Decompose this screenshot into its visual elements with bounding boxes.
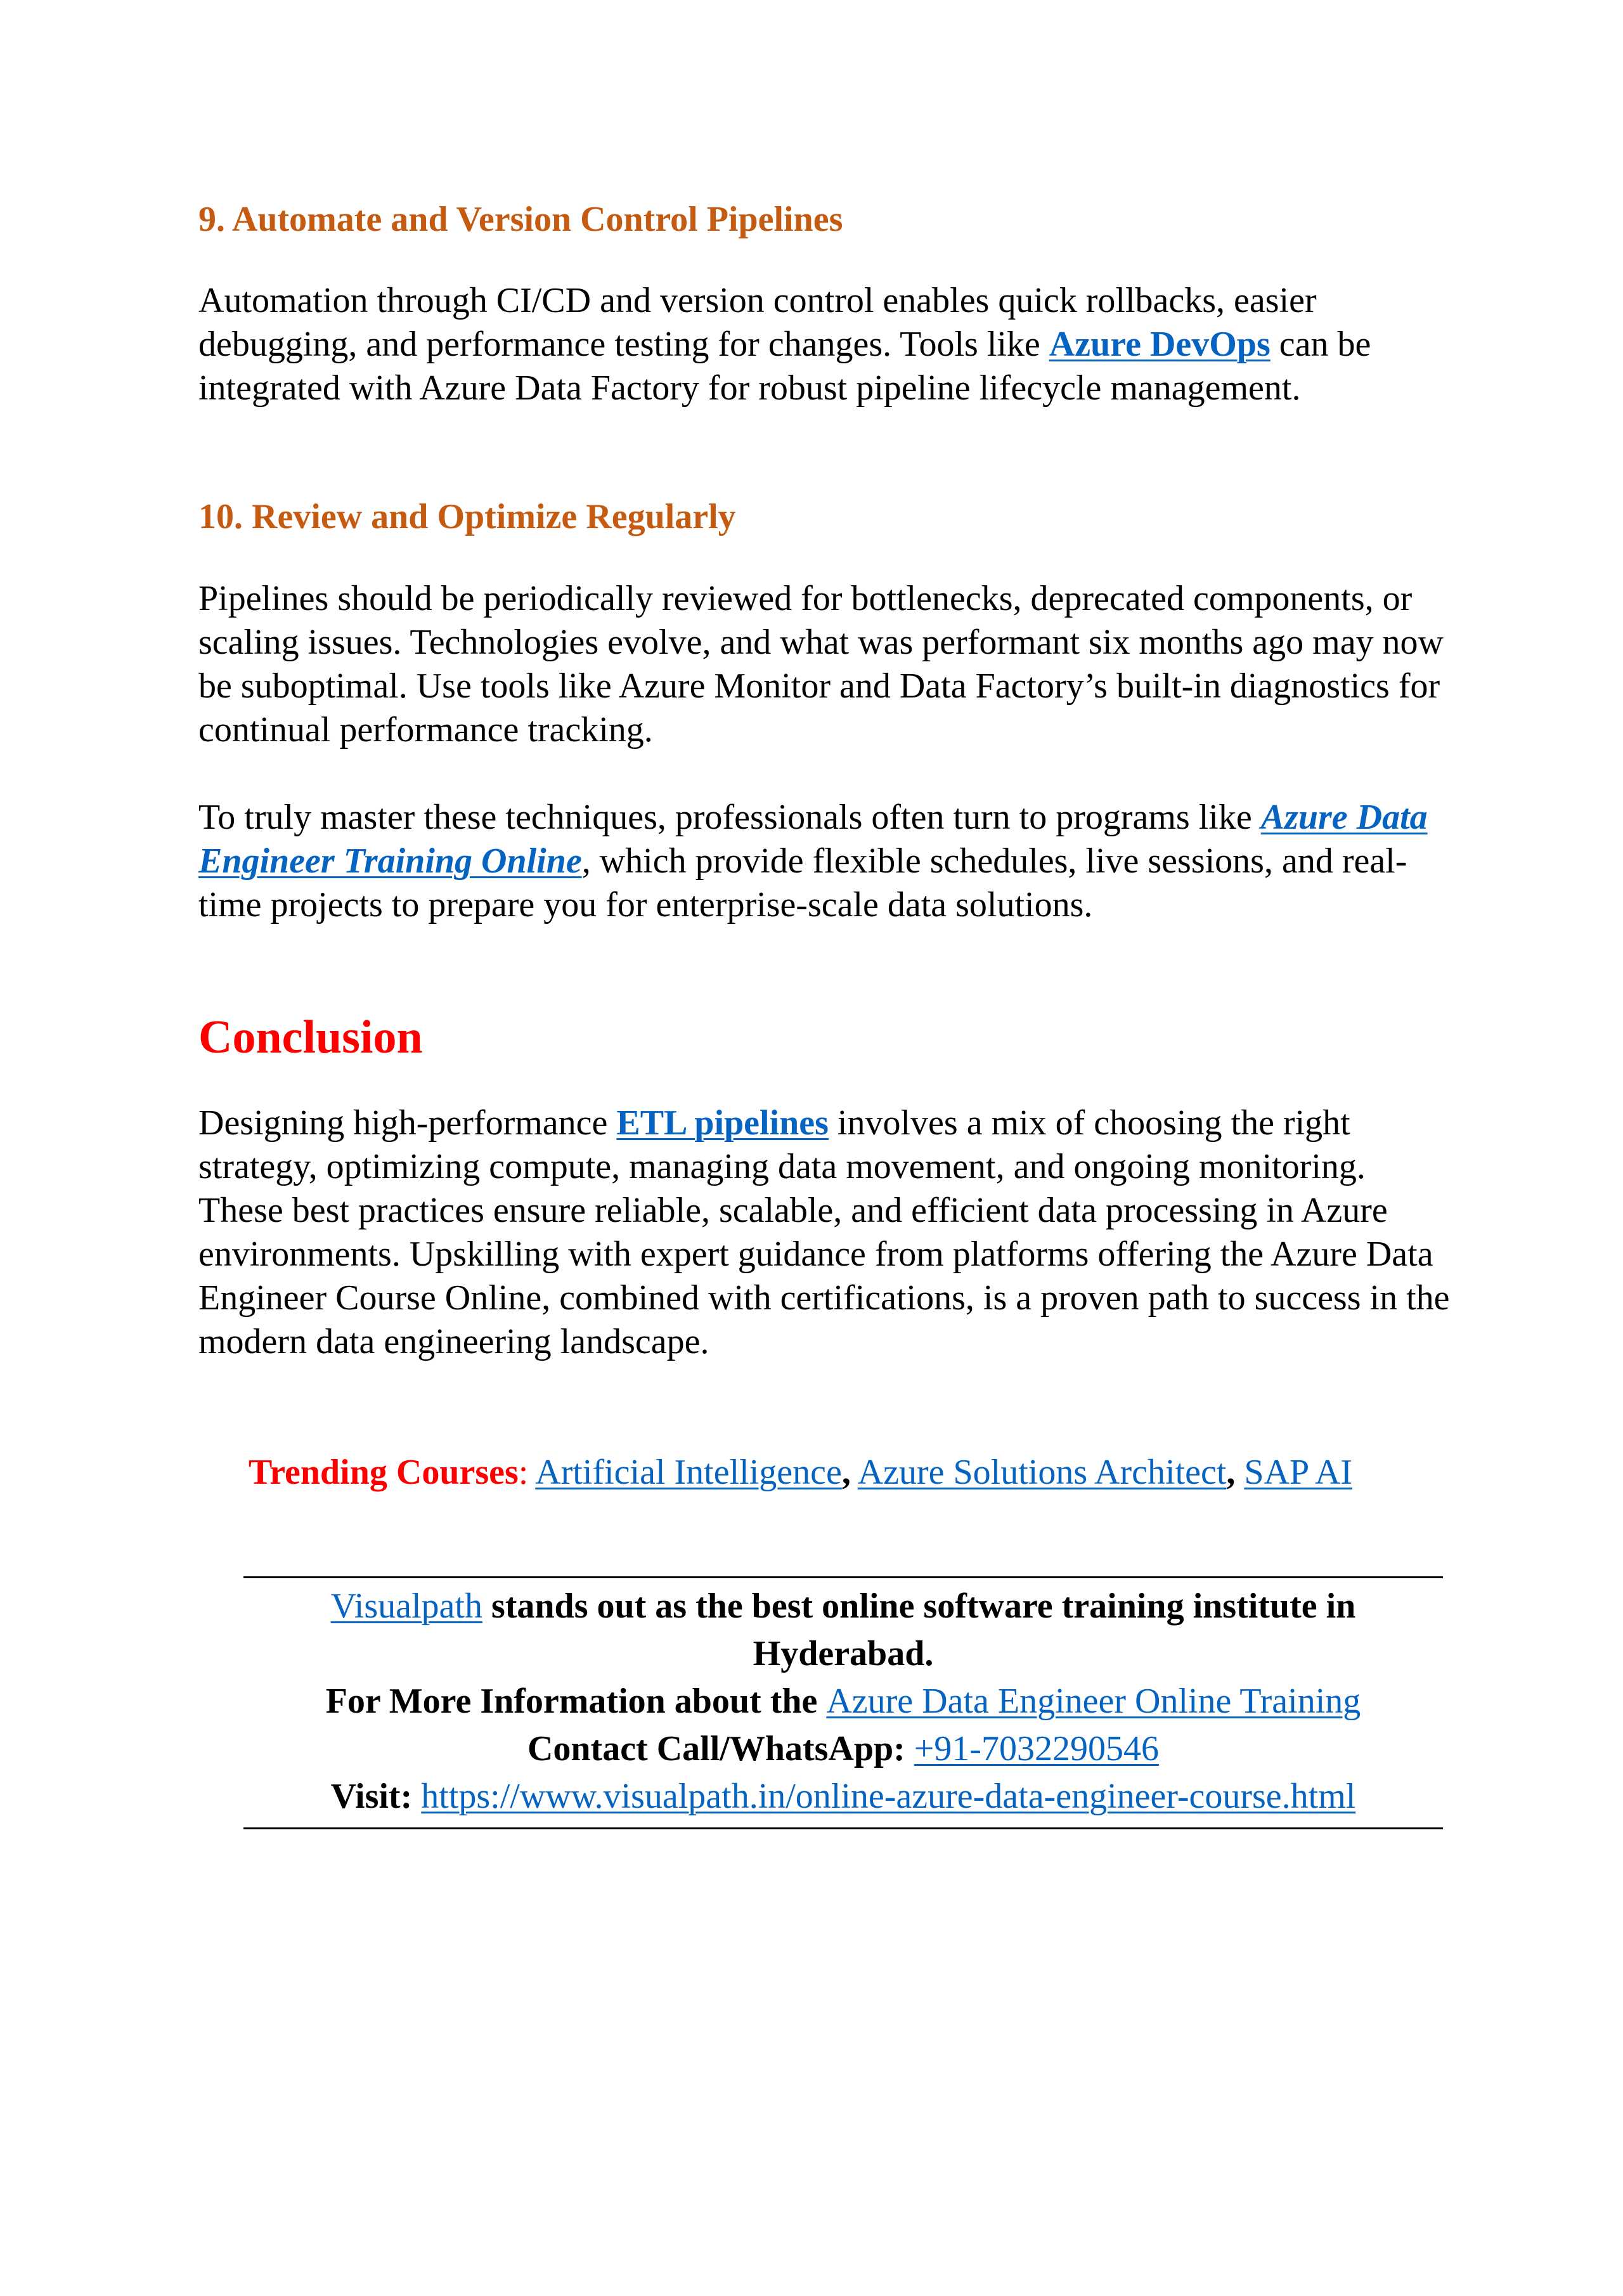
trending-label: Trending Courses xyxy=(249,1453,519,1492)
footer-info-label: For More Information about the xyxy=(325,1682,827,1721)
footer-visit-label: Visit: xyxy=(330,1777,422,1816)
footer-brand-line xyxy=(243,1583,1443,1678)
section-paragraph-automate xyxy=(198,279,1454,410)
azure-data-engineer-training-link[interactable]: Azure Data Engineer Training Online xyxy=(198,798,1428,881)
artificial-intelligence-link[interactable]: Artificial Intelligence xyxy=(535,1453,842,1492)
sap-ai-link[interactable]: SAP AI xyxy=(1244,1453,1353,1492)
footer-visit-line xyxy=(243,1773,1443,1820)
etl-pipelines-link[interactable]: ETL pipelines xyxy=(616,1103,829,1143)
paragraph-text: , which provide flexible schedules, live sessions, and real-time projects to prepare you for enterprise-scale data solutions. xyxy=(198,841,1407,924)
section-paragraph-training xyxy=(198,796,1454,927)
trending-comma: , xyxy=(1226,1453,1236,1492)
conclusion-heading: Conclusion xyxy=(198,1011,423,1063)
trending-colon: : xyxy=(518,1453,529,1492)
paragraph-text: can be integrated with Azure Data Factory for robust pipeline lifecycle management. xyxy=(198,325,1371,408)
paragraph-text: Automation through CI/CD and version control enables quick rollbacks, easier debugging, and performance testing for changes. Tools like xyxy=(198,281,1317,364)
trending-comma: , xyxy=(841,1453,851,1492)
section-heading-automate: 9. Automate and Version Control Pipelines xyxy=(198,200,843,239)
footer-brand-text: stands out as the best online software training institute in Hyderabad. xyxy=(482,1586,1356,1673)
footer-info-line xyxy=(243,1678,1443,1725)
footer-bottom-rule xyxy=(243,1827,1443,1829)
course-url-link[interactable]: https://www.visualpath.in/online-azure-data-engineer-course.html xyxy=(421,1777,1356,1816)
azure-devops-link[interactable]: Azure DevOps xyxy=(1049,325,1271,364)
section-paragraph-review: Pipelines should be periodically reviewed for bottlenecks, deprecated components, or scaling issues. Technologies evolve, and what was performant six months ago may now be suboptimal. Use tools like Azure Monitor and Data Factory’s built-in diagnostics for continual performance tracking. xyxy=(198,579,1444,749)
section-heading-review: 10. Review and Optimize Regularly xyxy=(198,497,736,536)
phone-link[interactable]: +91-7032290546 xyxy=(914,1729,1160,1768)
footer-contact-label: Contact Call/WhatsApp: xyxy=(527,1729,914,1768)
footer-info-box xyxy=(243,1583,1443,1820)
footer-contact-line xyxy=(243,1725,1443,1773)
footer-top-rule xyxy=(243,1576,1443,1578)
conclusion-paragraph xyxy=(198,1101,1454,1364)
visualpath-link[interactable]: Visualpath xyxy=(330,1586,482,1626)
paragraph-text: To truly master these techniques, professionals often turn to programs like xyxy=(198,798,1261,837)
trending-courses xyxy=(249,1451,1428,1495)
paragraph-text: Designing high-performance xyxy=(198,1103,617,1143)
azure-data-engineer-online-training-link[interactable]: Azure Data Engineer Online Training xyxy=(826,1682,1361,1721)
azure-solutions-architect-link[interactable]: Azure Solutions Architect xyxy=(857,1453,1227,1492)
paragraph-text: involves a mix of choosing the right strategy, optimizing compute, managing data movement, and ongoing monitoring. These best practices ensure reliable, scalable, and efficient data processing in Azure environments. Upskilling with expert guidance from platforms offering the Azure Data Engineer Course Online, combined with certifications, is a proven path to success in the modern data engineering landscape. xyxy=(198,1103,1450,1361)
